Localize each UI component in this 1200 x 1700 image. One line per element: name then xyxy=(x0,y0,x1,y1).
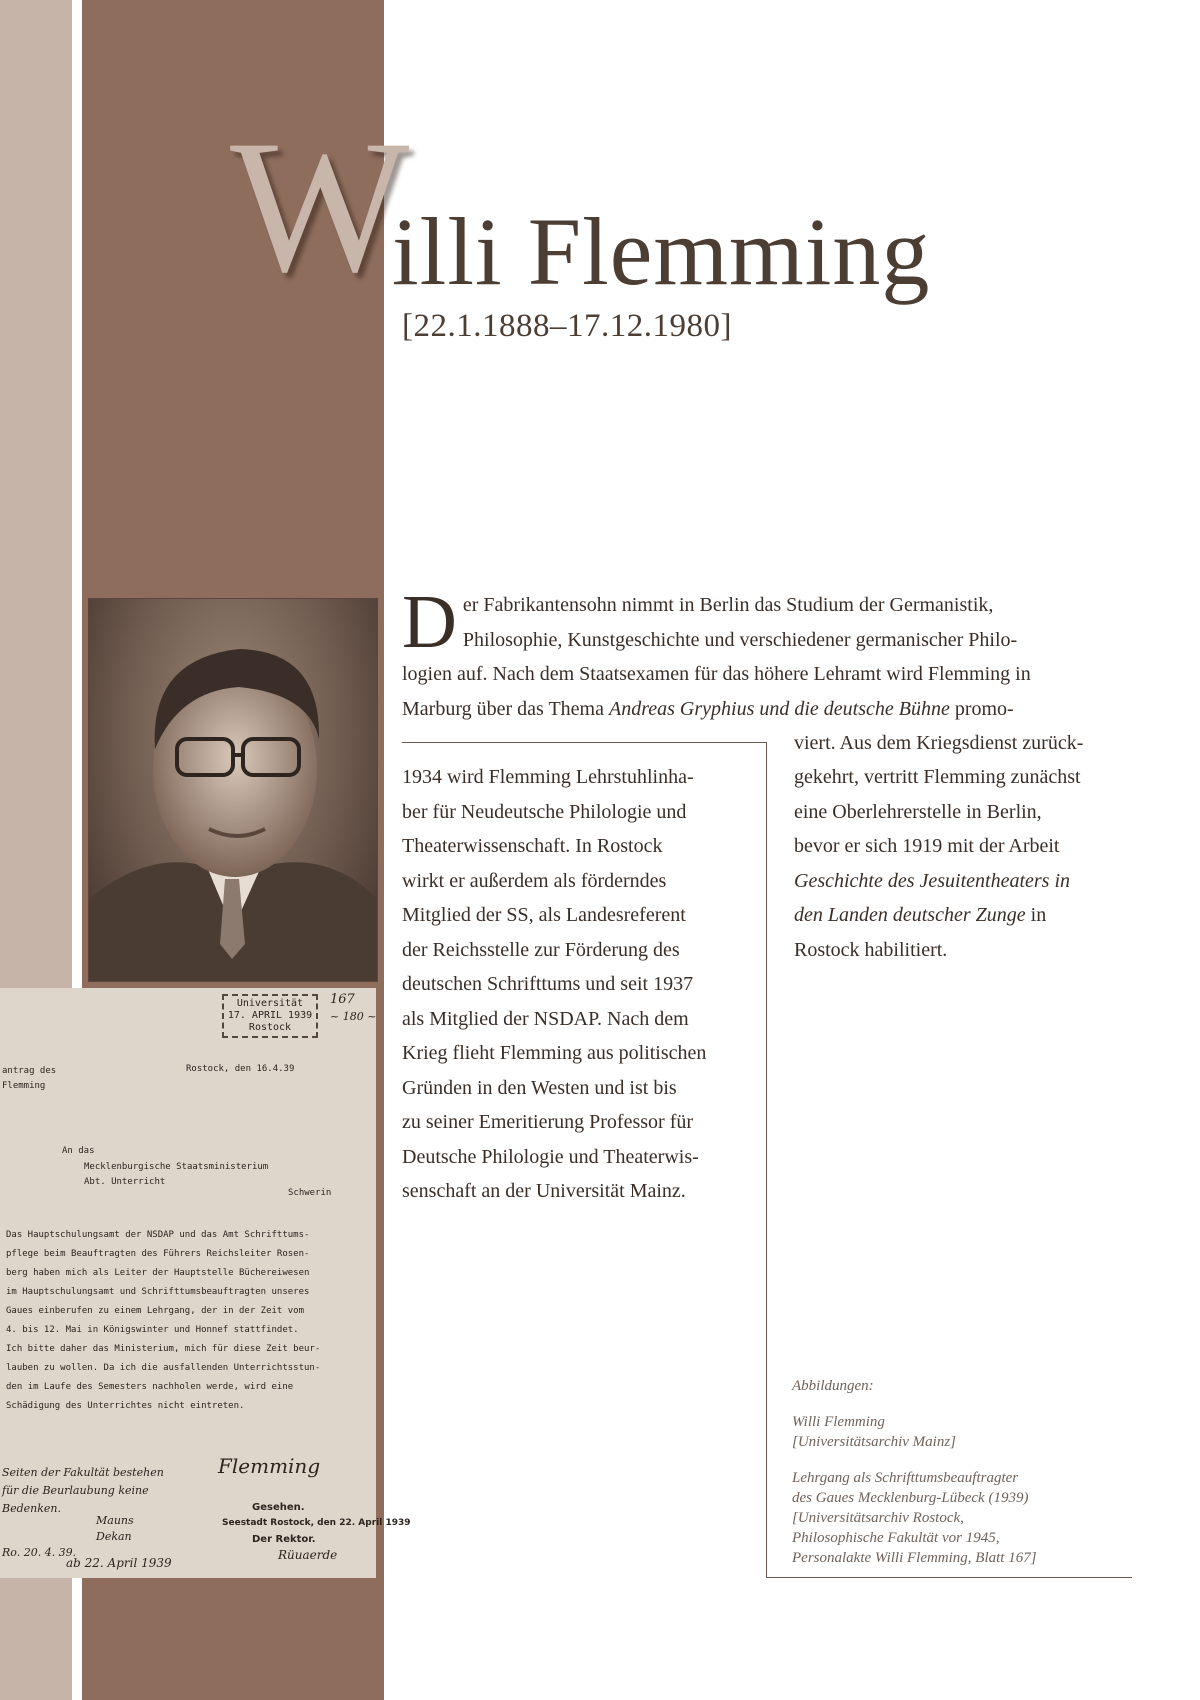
stamp-line: 17. APRIL 1939 xyxy=(227,1010,313,1021)
stamp-line: Rostock xyxy=(248,1022,292,1033)
archive-stamp xyxy=(222,994,318,1038)
caption-line: des Gaues Mecklenburg-Lübeck (1939) xyxy=(792,1490,1029,1506)
left-line: Krieg flieht Flemming aus politischen xyxy=(402,1042,707,1064)
left-line: senschaft an der Universität Mainz. xyxy=(402,1180,686,1202)
doc-margin-note: Mauns xyxy=(96,1514,134,1527)
doc-bottom-date: ab 22. April 1939 xyxy=(66,1556,172,1570)
intro-line: logien auf. Nach dem Staatsexamen für das höhere Lehramt wird Flemming in xyxy=(402,663,1031,685)
doc-address: An das xyxy=(62,1146,95,1156)
right-line: in xyxy=(1025,904,1047,926)
doc-body-line: Gaues einberufen zu einem Lehrgang, der in der Zeit vom xyxy=(6,1306,305,1316)
caption-heading: Abbildungen: xyxy=(792,1378,874,1394)
left-line: 1934 wird Flemming Lehrstuhlinha- xyxy=(402,766,694,788)
doc-body-line: 4. bis 12. Mai in Königswinter und Honnef stattfindet. xyxy=(6,1325,299,1335)
doc-body-line: lauben zu wollen. Da ich die ausfallenden Unterrichtsstun- xyxy=(6,1363,321,1373)
right-line: gekehrt, vertritt Flemming zunächst xyxy=(794,766,1081,788)
divider-horizontal xyxy=(402,742,766,743)
right-line: Rostock habilitiert. xyxy=(794,938,948,961)
doc-body-line: Schädigung des Unterrichtes nicht eintreten. xyxy=(6,1401,245,1411)
left-line: der Reichsstelle zur Förderung des xyxy=(402,938,680,961)
right-line: viert. Aus dem Kriegsdienst zurück- xyxy=(794,732,1084,754)
left-line: ber für Neudeutsche Philologie und xyxy=(402,800,687,823)
doc-body-line: Ich bitte daher das Ministerium, mich für diese Zeit beur- xyxy=(6,1344,321,1354)
title-initial: W xyxy=(230,102,410,312)
doc-city: Schwerin xyxy=(288,1188,332,1198)
doc-body-line: berg haben mich als Leiter der Hauptstelle Büchereiwesen xyxy=(6,1268,310,1278)
left-line: deutschen Schrifttums und seit 1937 xyxy=(402,973,694,995)
right-line: eine Oberlehrerstelle in Berlin, xyxy=(794,800,1042,823)
doc-body-line: Das Hauptschulungsamt der NSDAP und das Amt Schrifttums- xyxy=(6,1230,310,1240)
intro-work-title: Andreas Gryphius und die deutsche Bühne xyxy=(608,697,950,720)
right-work-title: den Landen deutscher Zunge xyxy=(794,904,1026,926)
intro-line: Philosophie, Kunstgeschichte und verschiedener germanischer Philo- xyxy=(462,628,1018,651)
left-line: Theaterwissenschaft. In Rostock xyxy=(402,835,663,857)
page-title xyxy=(230,102,1130,312)
caption-line: Philosophische Fakultät vor 1945, xyxy=(792,1530,1000,1546)
left-line: Mitglied der SS, als Landesreferent xyxy=(402,904,686,926)
doc-left-header: Flemming xyxy=(2,1081,46,1091)
image-captions xyxy=(792,1376,1122,1584)
left-line: Gründen in den Westen und ist bis xyxy=(402,1076,677,1099)
divider-vertical xyxy=(766,742,767,1577)
caption-line: [Universitätsarchiv Rostock, xyxy=(792,1510,964,1526)
intro-line: promo- xyxy=(949,697,1014,720)
caption-line: Lehrgang als Schrifttumsbeauftragter xyxy=(792,1470,1019,1486)
doc-body-line: den im Laufe des Semesters nachholen werde, wird eine xyxy=(6,1382,294,1392)
doc-signature: Flemming xyxy=(218,1454,321,1478)
doc-margin-note: Bedenken. xyxy=(2,1502,61,1515)
drop-cap: D xyxy=(402,580,457,664)
doc-margin-note: Ro. 20. 4. 39. xyxy=(2,1546,77,1559)
right-column-text xyxy=(794,760,1134,967)
left-line: Deutsche Philologie und Theaterwis- xyxy=(402,1145,699,1168)
doc-body-line: im Hauptschulungsamt und Schrifttumsbeauftragten unseres xyxy=(6,1287,310,1297)
stamp-line: Universität xyxy=(236,998,304,1009)
caption-line: [Universitätsarchiv Mainz] xyxy=(792,1434,957,1450)
doc-approval: Der Rektor. xyxy=(252,1534,316,1545)
intro-line: er Fabrikantensohn nimmt in Berlin das Studium der Germanistik, xyxy=(462,594,994,616)
intro-paragraph xyxy=(402,580,1128,726)
left-line: als Mitglied der NSDAP. Nach dem xyxy=(402,1007,689,1030)
caption-line: Willi Flemming xyxy=(792,1414,885,1430)
left-line: wirkt er außerdem als förderndes xyxy=(402,869,667,892)
doc-approval: Gesehen. xyxy=(252,1502,305,1513)
doc-rector-signature: Rüuaerde xyxy=(278,1548,338,1562)
doc-margin-note: Dekan xyxy=(96,1530,132,1543)
doc-address: Abt. Unterricht xyxy=(84,1177,166,1187)
right-work-title: Geschichte des Jesuitentheaters in xyxy=(794,869,1071,892)
right-line: bevor er sich 1919 mit der Arbeit xyxy=(794,835,1060,857)
doc-date: Rostock, den 16.4.39 xyxy=(186,1064,295,1074)
caption-line: Personalakte Willi Flemming, Blatt 167] xyxy=(792,1550,1037,1566)
doc-left-header: antrag des xyxy=(2,1066,57,1076)
archival-document xyxy=(0,988,411,1578)
stamp-number: 167 xyxy=(330,992,355,1007)
title-rest: illi Flemming xyxy=(392,198,931,305)
stamp-sub: ~ 180 ~ xyxy=(330,1010,377,1023)
intro-line: Marburg über das Thema xyxy=(402,697,609,720)
doc-approval: Seestadt Rostock, den 22. April 1939 xyxy=(222,1518,411,1528)
life-dates: [22.1.1888–17.12.1980] xyxy=(402,308,732,344)
portrait-illustration xyxy=(89,599,377,981)
doc-margin-note: Seiten der Fakultät bestehen xyxy=(2,1466,164,1479)
portrait-photo xyxy=(88,598,378,982)
right-column-first-line xyxy=(794,726,1134,761)
doc-body-line: pflege beim Beauftragten des Führers Reichsleiter Rosen- xyxy=(6,1249,310,1259)
doc-margin-note: für die Beurlaubung keine xyxy=(2,1484,149,1497)
left-column-text xyxy=(402,760,762,1209)
doc-address: Mecklenburgische Staatsministerium xyxy=(84,1162,269,1172)
left-line: zu seiner Emeritierung Professor für xyxy=(402,1111,694,1133)
